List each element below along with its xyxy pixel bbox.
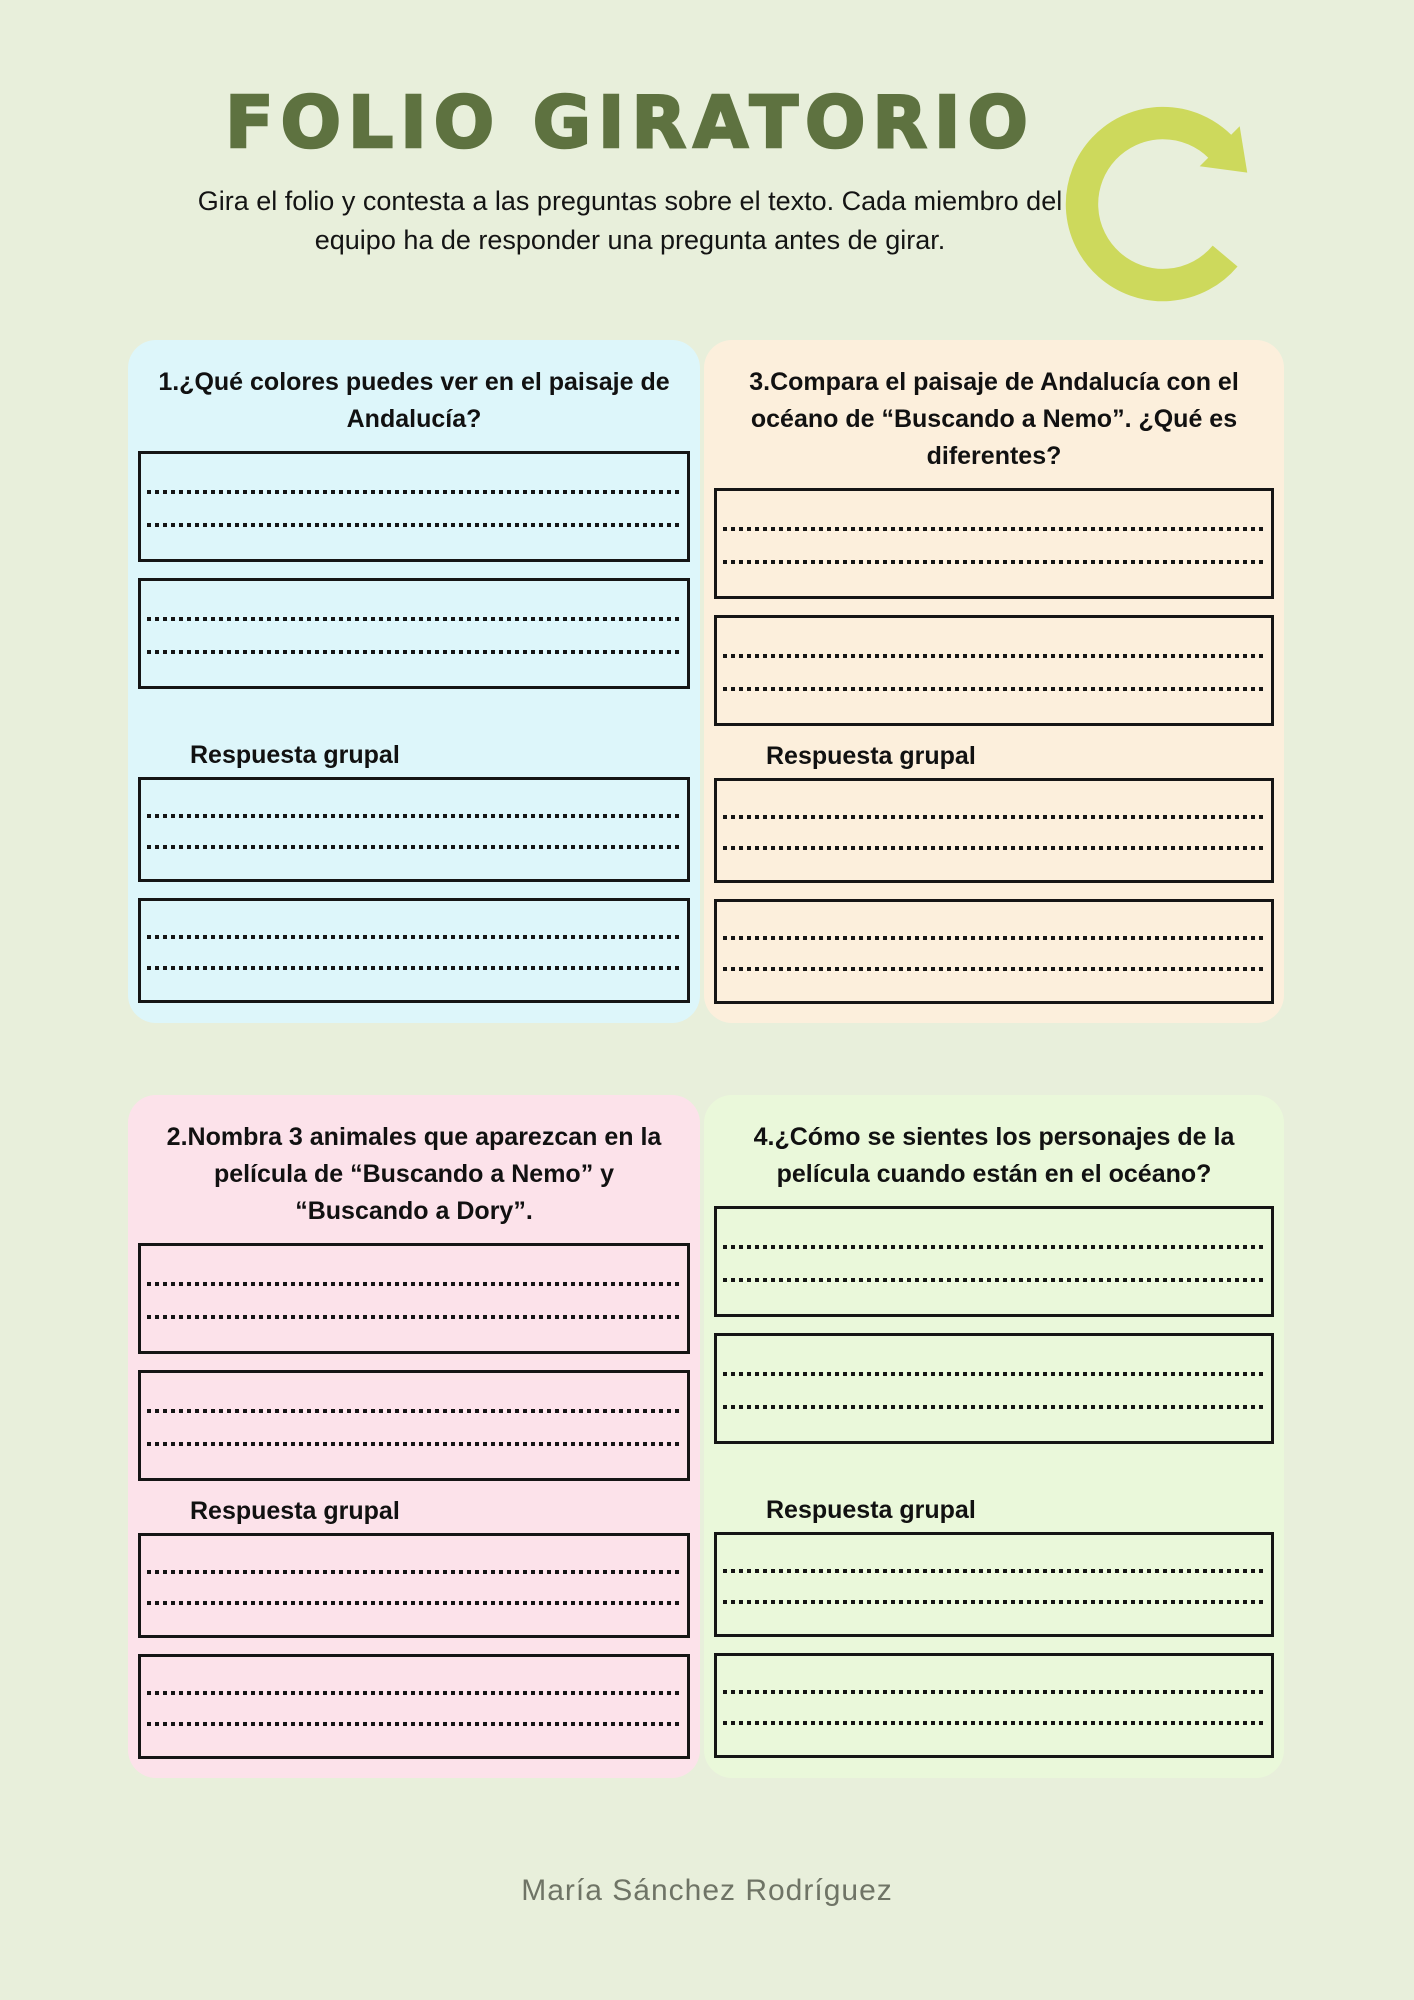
group-answer-label: Respuesta grupal (766, 742, 976, 770)
group-answer-label: Respuesta grupal (766, 1496, 976, 1524)
question-card-1 (128, 340, 700, 1023)
dotted-writing-line (723, 1245, 1265, 1249)
dotted-writing-line (147, 1315, 681, 1319)
dotted-writing-line (147, 935, 681, 939)
dotted-writing-line (723, 687, 1265, 691)
author-name: María Sánchez Rodríguez (521, 1874, 893, 1907)
dotted-writing-line (147, 523, 681, 527)
question-card-2 (128, 1095, 700, 1778)
page-subtitle (100, 182, 1160, 260)
dotted-writing-line (723, 967, 1265, 971)
dotted-writing-line (723, 936, 1265, 940)
answer-box[interactable] (714, 1206, 1274, 1317)
group-answer-label: Respuesta grupal (190, 741, 400, 769)
question-1-title: 1.¿Qué colores puedes ver en el paisaje de Andalucía? (158, 368, 670, 433)
subtitle-line-2: equipo ha de responder una pregunta antes de girar. (314, 225, 946, 255)
group-answer-box[interactable] (138, 1533, 690, 1638)
dotted-writing-line (723, 1690, 1265, 1694)
dotted-writing-line (723, 1600, 1265, 1604)
dotted-writing-line (147, 966, 681, 970)
dotted-writing-line (723, 654, 1265, 658)
dotted-writing-line (723, 1405, 1265, 1409)
dotted-writing-line (147, 1601, 681, 1605)
worksheet-header (0, 0, 1414, 260)
dotted-writing-line (147, 1442, 681, 1446)
page-title: FOLIO GIRATORIO (225, 81, 1035, 164)
subtitle-line-1: Gira el folio y contesta a las preguntas sobre el texto. Cada miembro del (197, 186, 1063, 216)
answer-box[interactable] (138, 1243, 690, 1354)
answer-box[interactable] (138, 578, 690, 689)
answer-box[interactable] (714, 1333, 1274, 1444)
dotted-writing-line (723, 846, 1265, 850)
dotted-writing-line (723, 1569, 1265, 1573)
dotted-writing-line (147, 845, 681, 849)
rotate-arrow-icon (1055, 96, 1271, 312)
question-cards-grid (128, 340, 1284, 1778)
group-answer-box[interactable] (714, 778, 1274, 883)
question-3-title: 3.Compara el paisaje de Andalucía con el océano de “Buscando a Nemo”. ¿Qué es diferentes? (749, 368, 1239, 470)
group-answer-box[interactable] (138, 777, 690, 882)
dotted-writing-line (723, 1372, 1265, 1376)
dotted-writing-line (147, 1409, 681, 1413)
dotted-writing-line (147, 1722, 681, 1726)
group-answer-box[interactable] (138, 898, 690, 1003)
group-answer-box[interactable] (714, 1653, 1274, 1758)
answer-box[interactable] (138, 1370, 690, 1481)
dotted-writing-line (723, 527, 1265, 531)
dotted-writing-line (723, 560, 1265, 564)
dotted-writing-line (147, 1282, 681, 1286)
group-answer-label: Respuesta grupal (190, 1497, 400, 1525)
group-answer-box[interactable] (714, 899, 1274, 1004)
group-answer-box[interactable] (714, 1532, 1274, 1637)
dotted-writing-line (147, 1691, 681, 1695)
answer-box[interactable] (714, 615, 1274, 726)
question-card-4 (704, 1095, 1284, 1778)
dotted-writing-line (147, 814, 681, 818)
question-card-3 (704, 340, 1284, 1023)
answer-box[interactable] (714, 488, 1274, 599)
dotted-writing-line (147, 490, 681, 494)
dotted-writing-line (723, 815, 1265, 819)
group-answer-box[interactable] (138, 1654, 690, 1759)
question-2-title: 2.Nombra 3 animales que aparezcan en la película de “Buscando a Nemo” y “Buscando a Dory”. (166, 1123, 662, 1225)
dotted-writing-line (147, 1570, 681, 1574)
question-4-title: 4.¿Cómo se sientes los personajes de la película cuando están en el océano? (753, 1123, 1235, 1188)
dotted-writing-line (147, 650, 681, 654)
dotted-writing-line (723, 1721, 1265, 1725)
answer-box[interactable] (138, 451, 690, 562)
dotted-writing-line (723, 1278, 1265, 1282)
dotted-writing-line (147, 617, 681, 621)
